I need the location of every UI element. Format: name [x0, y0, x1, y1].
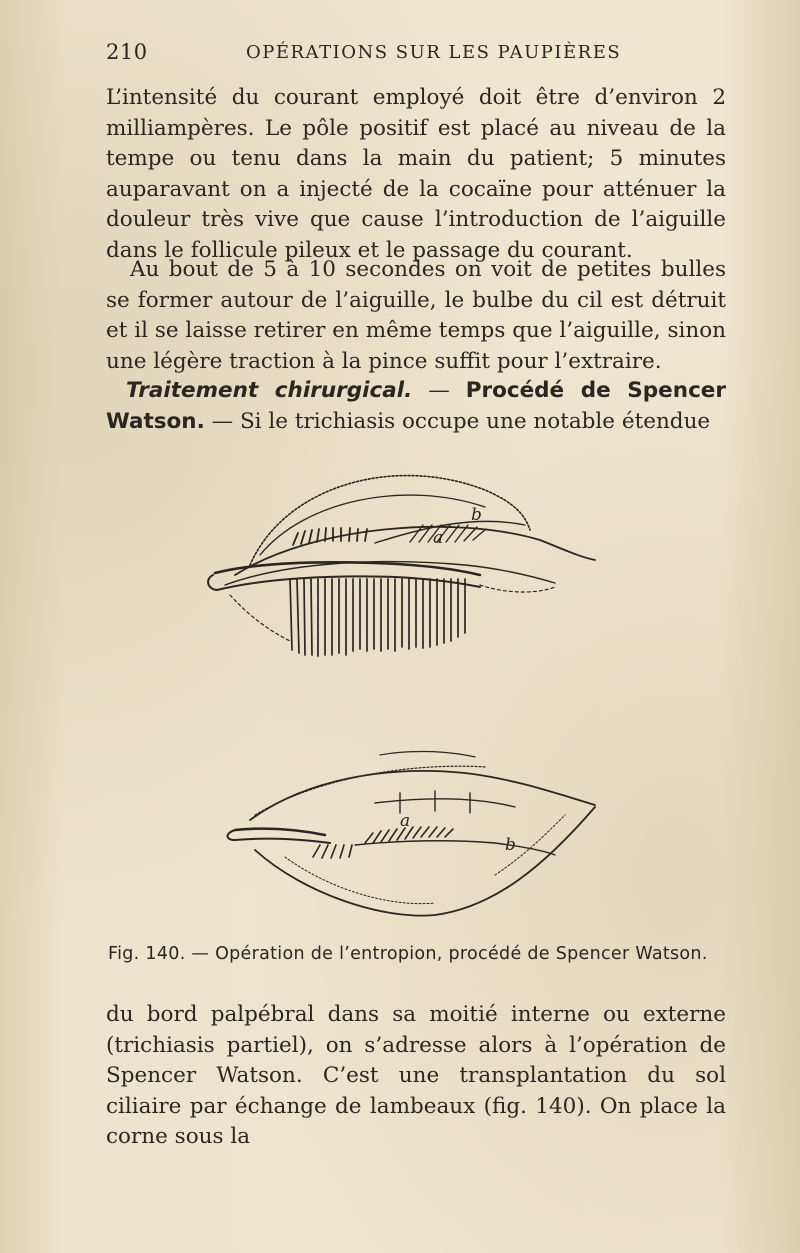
label-a-upper: a	[433, 528, 444, 548]
paragraph-current-intensity: L’intensité du courant employé doit être d’environ 2 milliampères. Le pôle positif est placé au niveau de la tempe ou tenu dans la main du patient; 5 minutes auparavant on a injecté de la cocaïne pour atténuer la douleur très vive que cause l’introduction de l’aiguille dans le follicule pileux et le passage du courant.	[106, 85, 726, 263]
running-title: OPÉRATIONS SUR LES PAUPIÈRES	[246, 42, 622, 63]
paragraph-bubbles: Au bout de 5 à 10 secondes on voit de petites bulles se former autour de l’aiguille, le bulbe du cil est détruit et il se laisse retirer en même temps que l’aiguille, sinon une légère traction à la pince suffit pour l’extraire.	[106, 257, 726, 374]
figure-caption: Fig. 140. — Opération de l’entropion, procédé de Spencer Watson.	[108, 944, 708, 964]
label-b-upper: b	[471, 505, 482, 525]
heading-separator: —	[412, 378, 466, 403]
paragraph-text: — Si le trichiasis occupe une notable étendue	[204, 408, 711, 434]
upper-eyelid-drawing	[208, 476, 595, 656]
paragraph-partial-trichiasis: du bord palpébral dans sa moitié interne ou externe (trichiasis partiel), on s’adresse alors à l’opération de Spencer Watson. C’est une transplantation du sol ciliaire par échange de lambeaux (fig. 140). On place la corne sous la	[106, 1002, 726, 1150]
label-b-lower: b	[505, 835, 516, 855]
figure-140-illustration	[195, 445, 615, 935]
paragraph-surgical-treatment	[106, 376, 726, 437]
label-a-lower: a	[400, 811, 411, 831]
running-header	[106, 40, 726, 70]
page-number: 210	[106, 40, 148, 64]
lower-eyelid-drawing	[228, 751, 596, 915]
procedure-name: Procédé de Spencer Watson.	[106, 378, 726, 434]
section-heading: Traitement chirurgical.	[126, 378, 413, 403]
